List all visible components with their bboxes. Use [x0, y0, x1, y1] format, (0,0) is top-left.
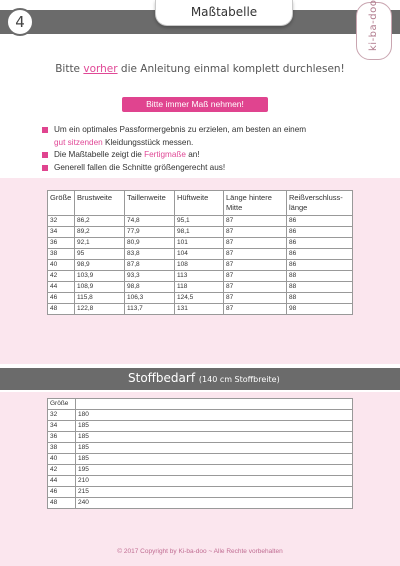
- table-cell: 86: [287, 216, 353, 227]
- section-title: Stoffbedarf (140 cm Stoffbreite): [128, 371, 280, 385]
- table-cell: 185: [76, 421, 353, 432]
- table-cell: 180: [76, 410, 353, 421]
- table-cell: 185: [76, 454, 353, 465]
- table-cell: 74,8: [125, 216, 175, 227]
- col-header: Größe: [48, 191, 75, 216]
- table-cell: 185: [76, 443, 353, 454]
- bullet-item: Die Maßtabelle zeigt die Fertigmaße an!: [42, 149, 362, 162]
- table-cell: 36: [48, 238, 75, 249]
- table-row: [48, 476, 353, 487]
- bullet-item: Generell fallen die Schnitte größengerecht aus!: [42, 162, 362, 175]
- table-row: [48, 487, 353, 498]
- col-header: Hüftweite: [175, 191, 224, 216]
- table-cell: 87: [224, 304, 287, 315]
- table-row: [48, 282, 353, 293]
- table-cell: 124,5: [175, 293, 224, 304]
- table-cell: 87: [224, 271, 287, 282]
- table-header-row: [48, 399, 353, 410]
- notice-banner: Bitte immer Maß nehmen!: [122, 97, 268, 112]
- table-cell: 46: [48, 293, 75, 304]
- table-row: [48, 432, 353, 443]
- brand-logo: [356, 2, 392, 60]
- table-row: [48, 293, 353, 304]
- table-cell: 95: [75, 249, 125, 260]
- page-number-badge: 4: [6, 8, 34, 36]
- table-cell: 113: [175, 271, 224, 282]
- table-row: [48, 249, 353, 260]
- table-cell: 104: [175, 249, 224, 260]
- table-cell: 98,1: [175, 227, 224, 238]
- table-header-row: [48, 191, 353, 216]
- table-cell: 44: [48, 476, 76, 487]
- table-cell: 77,9: [125, 227, 175, 238]
- col-header: Reißverschluss-länge: [287, 191, 353, 216]
- table-row: [48, 238, 353, 249]
- table-cell: 42: [48, 465, 76, 476]
- table-cell: 87,8: [125, 260, 175, 271]
- table-cell: 118: [175, 282, 224, 293]
- table-row: [48, 465, 353, 476]
- table-cell: 210: [76, 476, 353, 487]
- col-header: Größe: [48, 399, 76, 410]
- table-cell: 108,9: [75, 282, 125, 293]
- table-cell: 86: [287, 227, 353, 238]
- table-cell: 103,9: [75, 271, 125, 282]
- table-cell: 240: [76, 498, 353, 509]
- table-cell: 87: [224, 260, 287, 271]
- table-cell: 36: [48, 432, 76, 443]
- bullet-square-icon: [42, 165, 48, 171]
- table-cell: 42: [48, 271, 75, 282]
- intro-text: Bitte vorher die Anleitung einmal komplett durchlesen!: [55, 63, 345, 75]
- col-header: Brustweite: [75, 191, 125, 216]
- table-cell: 122,8: [75, 304, 125, 315]
- table-cell: 92,1: [75, 238, 125, 249]
- table-cell: 215: [76, 487, 353, 498]
- table-cell: 44: [48, 282, 75, 293]
- table-cell: 88: [287, 293, 353, 304]
- table-row: [48, 410, 353, 421]
- table-cell: 95,1: [175, 216, 224, 227]
- intro-highlight: vorher: [83, 63, 118, 75]
- table-cell: 80,9: [125, 238, 175, 249]
- table-cell: 48: [48, 304, 75, 315]
- table-cell: 98: [287, 304, 353, 315]
- table-row: [48, 260, 353, 271]
- table-cell: 98,8: [125, 282, 175, 293]
- table-cell: 185: [76, 432, 353, 443]
- table-cell: 32: [48, 216, 75, 227]
- table-cell: 131: [175, 304, 224, 315]
- table-cell: 86: [287, 249, 353, 260]
- table-cell: 93,3: [125, 271, 175, 282]
- page-title: Maßtabelle: [155, 0, 293, 26]
- table-cell: 86: [287, 260, 353, 271]
- table-cell: 88: [287, 271, 353, 282]
- table-cell: 34: [48, 227, 75, 238]
- bullet-square-icon: [42, 127, 48, 133]
- table-row: [48, 443, 353, 454]
- table-cell: 87: [224, 238, 287, 249]
- table-cell: 113,7: [125, 304, 175, 315]
- table-cell: 86: [287, 238, 353, 249]
- table-cell: 195: [76, 465, 353, 476]
- col-header: Taillenweite: [125, 191, 175, 216]
- table-cell: 32: [48, 410, 76, 421]
- table-cell: 34: [48, 421, 76, 432]
- col-header: Länge hintere Mitte: [224, 191, 287, 216]
- table-row: [48, 498, 353, 509]
- table-cell: 38: [48, 443, 76, 454]
- table-cell: 87: [224, 227, 287, 238]
- size-table: [47, 190, 353, 315]
- table-cell: 87: [224, 293, 287, 304]
- table-cell: 115,8: [75, 293, 125, 304]
- table-row: [48, 454, 353, 465]
- table-row: [48, 227, 353, 238]
- table-cell: 46: [48, 487, 76, 498]
- table-cell: 38: [48, 249, 75, 260]
- table-row: [48, 421, 353, 432]
- table-row: [48, 216, 353, 227]
- table-cell: 89,2: [75, 227, 125, 238]
- table-row: [48, 304, 353, 315]
- logo-text: ki-ba-doo: [368, 0, 379, 51]
- table-cell: 108: [175, 260, 224, 271]
- table-cell: 106,3: [125, 293, 175, 304]
- bullet-list: [42, 124, 362, 174]
- table-cell: 87: [224, 249, 287, 260]
- table-cell: 40: [48, 260, 75, 271]
- bullet-item: Um ein optimales Passformergebnis zu erzielen, am besten an einem gut sitzenden Kleidungsstück messen.: [42, 124, 362, 149]
- table-row: [48, 271, 353, 282]
- table-cell: 98,9: [75, 260, 125, 271]
- table-cell: 101: [175, 238, 224, 249]
- table-cell: 88: [287, 282, 353, 293]
- table-cell: 87: [224, 216, 287, 227]
- table-cell: 86,2: [75, 216, 125, 227]
- table-cell: 87: [224, 282, 287, 293]
- table-cell: 83,8: [125, 249, 175, 260]
- table-cell: 40: [48, 454, 76, 465]
- copyright-footer: © 2017 Copyright by Ki-ba-doo ~ Alle Rechte vorbehalten: [117, 548, 283, 555]
- bullet-square-icon: [42, 152, 48, 158]
- fabric-table: [47, 398, 353, 509]
- table-cell: 48: [48, 498, 76, 509]
